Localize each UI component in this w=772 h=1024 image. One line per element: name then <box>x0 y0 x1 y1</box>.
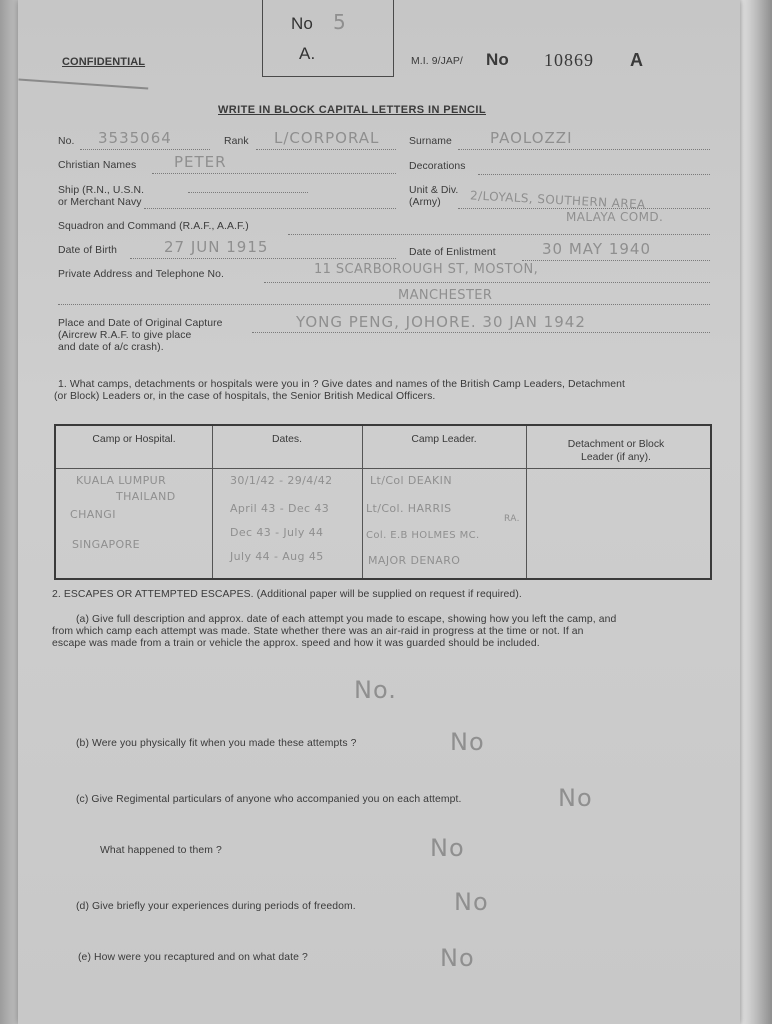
dates-cell: July 44 - Aug 45 <box>230 550 324 563</box>
answer-2c-followup: No <box>430 834 465 862</box>
date-of-enlistment-line <box>522 260 710 261</box>
surname-label: Surname <box>409 136 452 147</box>
rank-line <box>256 149 396 150</box>
question-1-line1: 1. What camps, detachments or hospitals were you in ? Give dates and names of the British Camp Leaders, Detachment <box>58 379 625 390</box>
answer-2a: No. <box>354 676 397 704</box>
answer-2b: No <box>450 728 485 756</box>
ship-line-2 <box>144 208 396 209</box>
leader-cell: Lt/Col DEAKIN <box>370 474 452 487</box>
capture-value: YONG PENG, JOHORE. 30 JAN 1942 <box>296 313 586 331</box>
document-number-suffix: A <box>630 50 644 70</box>
date-of-birth-line <box>130 258 396 259</box>
pow-questionnaire-page <box>18 0 740 1024</box>
date-of-birth-label: Date of Birth <box>58 245 118 256</box>
camp-cell: SINGAPORE <box>72 538 140 551</box>
question-1-line2: (or Block) Leaders or, in the case of hospitals, the Senior British Medical Officers. <box>54 391 436 402</box>
date-of-enlistment-value: 30 MAY 1940 <box>542 240 651 258</box>
stamp-letter: A. <box>299 44 316 63</box>
question-2a-line3: escape was made from a train or vehicle the approx. speed and how it was guarded should be included. <box>52 638 540 649</box>
answer-2e: No <box>440 944 475 972</box>
table-divider-1 <box>212 426 213 578</box>
address-line-1 <box>264 282 710 283</box>
squadron-label: Squadron and Command (R.A.F., A.A.F.) <box>58 221 249 232</box>
question-2a-line1: (a) Give full description and approx. date of each attempt you made to escape, showing how you left the camp, and <box>76 614 617 625</box>
dates-cell: Dec 43 - July 44 <box>230 526 324 539</box>
dates-cell: April 43 - Dec 43 <box>230 502 330 515</box>
date-of-birth-value: 27 JUN 1915 <box>164 238 269 256</box>
block-capitals-instruction: WRITE IN BLOCK CAPITAL LETTERS IN PENCIL <box>218 104 486 116</box>
address-label: Private Address and Telephone No. <box>58 269 225 280</box>
answer-2c: No <box>558 784 593 812</box>
table-header-rule <box>56 468 710 469</box>
rank-value: L/CORPORAL <box>274 129 380 147</box>
camp-cell: THAILAND <box>116 490 176 503</box>
ship-label-line1: Ship (R.N., U.S.N. <box>58 185 145 196</box>
capture-line <box>252 332 710 333</box>
capture-label-line3: and date of a/c crash). <box>58 342 164 353</box>
leader-cell: MAJOR DENARO <box>368 554 461 567</box>
address-value-line1: 11 SCARBOROUGH ST, MOSTON, <box>314 262 539 277</box>
question-2b: (b) Were you physically fit when you made these attempts ? <box>76 738 357 749</box>
header-camp: Camp or Hospital. <box>92 434 176 445</box>
question-2c-followup: What happened to them ? <box>100 845 222 856</box>
answer-2d: No <box>454 888 489 916</box>
rank-label: Rank <box>224 136 249 147</box>
decorations-label: Decorations <box>409 161 466 172</box>
header-detachment-leader: Detachment or Block Leader (if any). <box>567 439 665 463</box>
number-label: No <box>486 50 509 69</box>
decorations-line <box>478 174 710 175</box>
dates-cell: 30/1/42 - 29/4/42 <box>230 474 333 487</box>
question-2-heading: 2. ESCAPES OR ATTEMPTED ESCAPES. (Additional paper will be supplied on request if required). <box>52 589 522 600</box>
christian-names-line <box>152 173 396 174</box>
confidential-label: CONFIDENTIAL <box>62 56 146 68</box>
address-line-2 <box>58 304 710 305</box>
capture-label-line2: (Aircrew R.A.F. to give place <box>58 330 192 341</box>
unit-label-line1: Unit & Div. <box>409 185 459 196</box>
ship-label-line2: or Merchant Navy <box>58 197 142 208</box>
stamp-no-label: No <box>291 14 313 33</box>
header-dates: Dates. <box>271 434 303 445</box>
christian-names-value: PETER <box>174 153 227 171</box>
no-line <box>80 149 210 150</box>
capture-label-line1: Place and Date of Original Capture <box>58 318 223 329</box>
surname-line <box>458 149 710 150</box>
unit-value-line1: 2/LOYALS, SOUTHERN AREA <box>469 188 646 212</box>
question-2c: (c) Give Regimental particulars of anyone who accompanied you on each attempt. <box>76 794 462 805</box>
document-number: 10869 <box>544 50 594 70</box>
service-number-value: 3535064 <box>98 129 172 147</box>
reference-code: M.I. 9/JAP/ <box>411 56 463 67</box>
leader-cell: Col. E.B HOLMES MC. <box>366 530 480 541</box>
stamp-no-handwritten: 5 <box>333 10 347 34</box>
table-divider-3 <box>526 426 527 578</box>
extra-note: RA. <box>504 514 520 524</box>
surname-value: PAOLOZZI <box>490 129 573 147</box>
header-camp-leader: Camp Leader. <box>411 434 477 445</box>
table-divider-2 <box>362 426 363 578</box>
leader-cell: Lt/Col. HARRIS <box>366 502 452 515</box>
binding-string <box>18 78 149 99</box>
address-value-line2: MANCHESTER <box>398 288 493 303</box>
camps-table <box>54 424 712 580</box>
question-2e: (e) How were you recaptured and on what date ? <box>78 952 308 963</box>
ship-line-1 <box>188 192 308 193</box>
file-number-stamp <box>262 0 394 77</box>
unit-label-line2: (Army) <box>409 197 441 208</box>
date-of-enlistment-label: Date of Enlistment <box>409 247 496 258</box>
camp-cell: CHANGI <box>70 508 116 521</box>
unit-value-line2: MALAYA COMD. <box>566 210 664 224</box>
christian-names-label: Christian Names <box>58 160 137 171</box>
camp-cell: KUALA LUMPUR <box>76 474 167 487</box>
squadron-line <box>288 234 710 235</box>
question-2d: (d) Give briefly your experiences during periods of freedom. <box>76 901 356 912</box>
question-2a-line2: from which camp each attempt was made. State whether there was an air-raid in progress at the time or not. If an <box>52 626 584 637</box>
no-label: No. <box>58 136 75 147</box>
